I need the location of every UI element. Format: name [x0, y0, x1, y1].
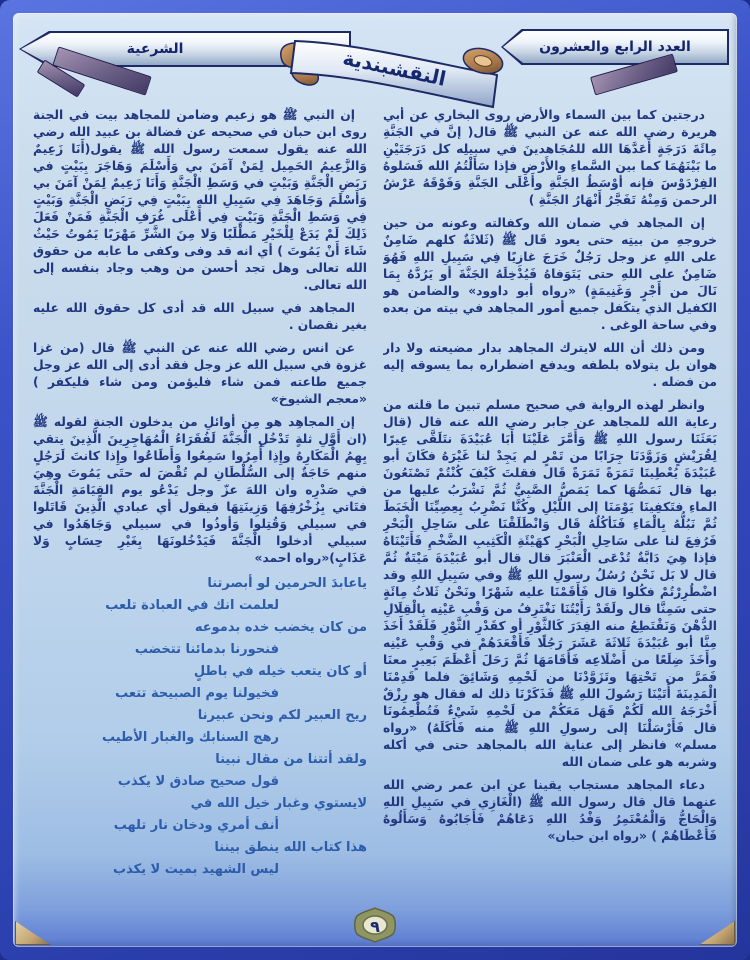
left-column-paragraphs — [33, 107, 367, 567]
section-ribbon-label: الشرعية — [126, 41, 184, 57]
verse-second-half: لعلمت انك في العبادة تلعب — [105, 598, 279, 613]
verse-couplet — [33, 661, 367, 705]
verse-first-half: هذا كتاب الله ينطق بيننا — [214, 840, 367, 855]
paragraph: ومن ذلك أن الله لايترك المجاهد بدار مضيعته ولا دار هوان بل يتولاه بلطفه ويدفع اضطراره بما يسوقه إليه من فضله . — [383, 341, 717, 389]
paragraph: إن المجاهد في ضمان الله وكفالته وعونه من حين خروجهِ من بيتِه حتى يعود قَال ﷺ (ثَلاثَةٌ كلهم ضَامِنٌ على اللهِ عز وجل رَجُلٌ خَرَجَ غازِيًا فِي سَبِيلِ اللهِ فَهُوَ ضَامِنٌ على اللهِ حتى يَتَوَفاهُ فَيُدْخِلَهُ الجَنَّةَ أو يَرُدَّهُ بِمَا نَالَ من أَجْرٍ وَغَنِيمَةٍ) «رواه أبو داوود» والضامن هو الكفيل الذي يتكَفل جميع أمور المجاهد في بيته من بعده وفي ساحة الوغى . — [383, 216, 717, 332]
verse-couplet — [33, 837, 367, 881]
corner-decoration-left — [15, 921, 51, 945]
paragraph: إن النبي ﷺ هو زعيم وضامن للمجاهد بيت في الجنة روى ابن حبان في صحيحه عن فضالة بن عبيد الله رضي الله عنه يقول سمعت رسول الله ﷺ يقول(أَنَا زَعِيمٌ وَالزَّعِيمُ الحَمِيل لِمَنْ آمَنَ بي وَأَسْلَمَ وَهَاجَرَ بِبَيْتٍ في رَبَضِ الْجَنَّةِ وَبَيْتٍ في وَسَطِ الْجَنَّةِ وَأَنَا زَعِيمٌ لِمَنْ آمَنَ بي وَأَسْلَمَ وَجَاهَدَ فِي سَبِيلِ اللهِ بِبَيْتٍ فِي رَبَضِ الْجَنَّةِ وَبَيْتٍ فِي وَسَطِ الْجَنَّةِ وَبَيْتٍ فِي أَعْلَى غُرَفِ الْجَنَّةِ فَمَنْ فَعَلَ ذَلِكَ لَمْ يَدَعْ لِلْخَيْرِ مَطْلَبًا وَلا مِنَ الشَّرِّ مَهْرَبًا يَمُوتُ حَيْثُ شَاءَ أَنْ يَمُوتَ ) أي انه قد وفى وكفى ما عابه من حقوق الله تعالى وهل تجد أحسن من وهب وجاد بنفسه إلى الله تعالى. — [33, 108, 367, 292]
paragraph: درجتين كما بين السماء والأرض روى البخاري عن أبي هريرة رضي الله عنه عن النبي ﷺ قال( إنَّ في الجَنَّةِ مِائَةَ دَرَجَةٍ أَعَدَّهَا الله للمُجَاهدينَ في سبيلِه كل دَرَجَتَيْنِ ما بَيْنَهُمَا كما بين السَّماءِ والأَرْضِ فإذا سَأَلْتُمُ الله فَسَلوهُ الفِرْدَوْسَ فإنه أوْسَطُ الجَنَّةِ وأَعْلَى الجَنَّةِ وَفَوْقَهُ عَرْشُ الرحمن وَمِنْهُ تَفَجَّرُ أَنْهَارُ الجَنَّةِ ) — [383, 108, 717, 207]
issue-ribbon — [501, 29, 729, 65]
banner-title: النقشبندية — [340, 45, 449, 91]
verse-second-half: أنف أمري ودخان نار تلهب — [113, 818, 279, 833]
corner-decoration-right — [699, 921, 735, 945]
title-scroll-banner — [275, 13, 515, 113]
verse-first-half: أو كان يتعب خيله في باطلٍ — [193, 664, 367, 679]
verse-second-half: فنحورنا بدمائنا تتخضب — [134, 642, 279, 657]
verse-couplet — [33, 749, 367, 793]
verse-first-half: ياعابدَ الحرمين لو أبصرتنا — [207, 576, 367, 591]
paragraph: المجاهد في سبيل الله قد أدى كل حقوق الله عليه بغير نقصان . — [33, 301, 367, 332]
poem — [33, 573, 367, 881]
verse-first-half: ولقد أتتنا من مقال نبينا — [215, 752, 367, 767]
paragraph: وانظر لهذه الرواية في صحيح مسلم تبين ما قلته من رعاية الله للمجاهد عن جابر رضي الله عنه قال (قال بَعَثَنَا رسول اللهِ ﷺ وَأَمَّرَ عَلَيْنَا أَبَا عُبَيْدَةَ نتَلَقَّى عِيرًا لِقُرَيْشٍ وَزَوَّدَنَا جِرَابًا من تَمْرٍ لم يَجِدْ لنا غَيْرَهُ فكَانَ أبو عُبَيْدَةَ يُعْطِينَا تَمَرَةً تَمَرَةً قَال فقلتَ كَيْفَ كُنْتُمْ تَصْنَعُونَ بها قال نَمَصُّهَا كما يَمَصُّ الصَّبِيُّ ثُمَّ نَشْرَبُ عليها من الماءِ فتَكفِينَا يَوْمَنَا إلى اللَّيْلِ وكُنَّا نَضْرِبُ بِعِصِيِّنَا الْخَبَطَ ثُمَّ نَبُلُّهُ بِالْمَاءِ فَنَأكُلُهُ قَال وَانْطَلَقْنَا على سَاحِلِ الْبَحْرِ فَرُفِعَ لنا على سَاحِلِ الْبَحْرِ كهَيْئَةِ الْكَثِيبِ الضَّخْمِ فَأَتَيْنَاهُ فإذا هِيَ دَابَّةٌ تُدْعَى الْعَنْبَرَ قال قال أبو عُبَيْدَةَ مَيْتَةٌ ثُمَّ قال لا بَل نَحْنُ رُسُلُ رسولِ اللهِ ﷺ وفي سَبِيلِ اللهِ وقد اضْطُرِرْتُمْ فكُلوا قال فَأَقَمْنَا عليه شَهْرًا ونَحْنُ ثَلاثُ مِائَةٍ حتى سَمِنَّا قال ولَقَدْ رَأَيْتُنَا نَغْتَرِفُ من وَقْبِ عَيْنِه بِالْقِلَالِ الدُّهْنَ وَنَقْتَطِعُ منه الفِدَرَ كَالثَّوْرِ أو كقَدْرِ الثَّوْرِ فَلَقَدْ أَخَذَ مِنَّا أبو عُبَيْدَةَ ثَلاثَةَ عَشَرَ رَجُلًا فَأَقْعَدَهُمْ في وَقْبِ عَيْنِه وأَخَذَ ضِلَعًا من أَضْلَاعِه فَأَقَامَهَا ثُمَّ رَحَلَ أَعْظَمَ بَعِيرٍ معنَا فَمَرَّ من تَحْتِهَا وتَزَوَّدْنَا من لَحْمِهِ وَشَائِقَ فلما قَدِمْنَا الْمَدِينَةَ أَتَيْنَا رَسُولَ اللهِ ﷺ فَذَكَرْنَا ذلك له فقال هو رِزْقٌ أَخْرَجَهُ الله لَكُمْ فَهَل مَعَكُمْ من لَحْمِهِ شَيْءٌ فَتُطْعِمُونَا قال فَأَرْسَلْنَا إلى رسولِ اللهِ ﷺ منه فَأَكَلَهُ) «رواه مسلم» فانظر إلى عناية الله بالمجاهد حتى في أكله وشربه هو على ضمان الله — [383, 398, 717, 769]
verse-couplet — [33, 705, 367, 749]
page-number-medallion — [351, 907, 399, 943]
paragraph: إن المجاهِد هو مِن أوائلِ من يدخلون الجنةِ لقوله ﷺ (ان أَوَّلِ ثلةٍ تَدْخُلِ الْجَنَّةَ لَفُقَرَاءُ الْمُهَاجِرِينَ الَّذِينَ يتقي بِهِمُ الْمَكَارِهُ وإِذِا أُمِرُوا سَمِعُوا وَأَطَاعُوا وإِذا كانتَ لَرَجُلٍ منهم حَاجَةٌ إلى السُّلْطَانِ لم تُقْضَ له حتَى يَمُوتَ وهِيَ في صَدْرِه وان اللهَ عزّ وجل يَدْعُو يوم القِيَامَةِ الْجَنَّةَ فتَاتي بِزُخْرُفِهَا وَزِينَتِهَا فيقول أي عبادي الَّذِينَ قَاتَلوا في سبيلي وَقُتِلوا وَأوذُوا في سبيلي وَجَاهَدُوا في سبيلي أدخلوا الْجَنَّةَ فَيَدْخُلونَهَا بِغَيْرِ حِسَابٍ وَلا عَذَابٍ)«رواه احمد» — [33, 415, 367, 565]
paragraph: عن انس رضي الله عنه عن النبي ﷺ قال (من غزا غزوة في سبيل الله عز وجل فقد أدى إلى الله عز وجل جميع طاعته فمن شاء فليؤمن ومن شاء فليكفر ) «معجم الشيوخ» — [33, 341, 367, 406]
left-column — [33, 107, 367, 905]
paragraph: دعاء المجاهد مستجاب يقينا عن ابن عمر رضي الله عنهما قال قال رسول الله ﷺ (الْغَازِي في سَبِيلِ اللهِ وَالْحَاجُّ وَالْمُعْتَمِرُ وَفْدُ اللهِ دَعَاهُمْ فَأَجَابُوهُ وَسَأَلُوهُ فَأَعْطَاهُمْ ) «رواه ابن حبان» — [383, 778, 717, 843]
verse-first-half: ريح العبير لكم ونحن عبيرنا — [197, 708, 367, 723]
verse-second-half: رهج السنابك والغبار الأطيب — [101, 730, 279, 745]
verse-first-half: من كان يخضب خده بدموعه — [194, 620, 367, 635]
verse-second-half: فخيولنا يوم الصبيحة تتعب — [115, 686, 279, 701]
page-background — [13, 13, 737, 947]
header — [13, 13, 737, 108]
article-body — [33, 107, 717, 905]
verse-first-half: لايستوي وغبار خيل الله في — [190, 796, 367, 811]
page-number: ٩ — [370, 917, 380, 936]
verse-second-half: قول صحيح صادق لا يكذب — [117, 774, 279, 789]
verse-couplet — [33, 573, 367, 617]
issue-ribbon-label: العدد الرابع والعشرون — [539, 39, 691, 55]
verse-couplet — [33, 793, 367, 837]
right-column — [383, 107, 717, 905]
verse-second-half: ليس الشهيد بميت لا يكذب — [113, 862, 279, 877]
verse-couplet — [33, 617, 367, 661]
